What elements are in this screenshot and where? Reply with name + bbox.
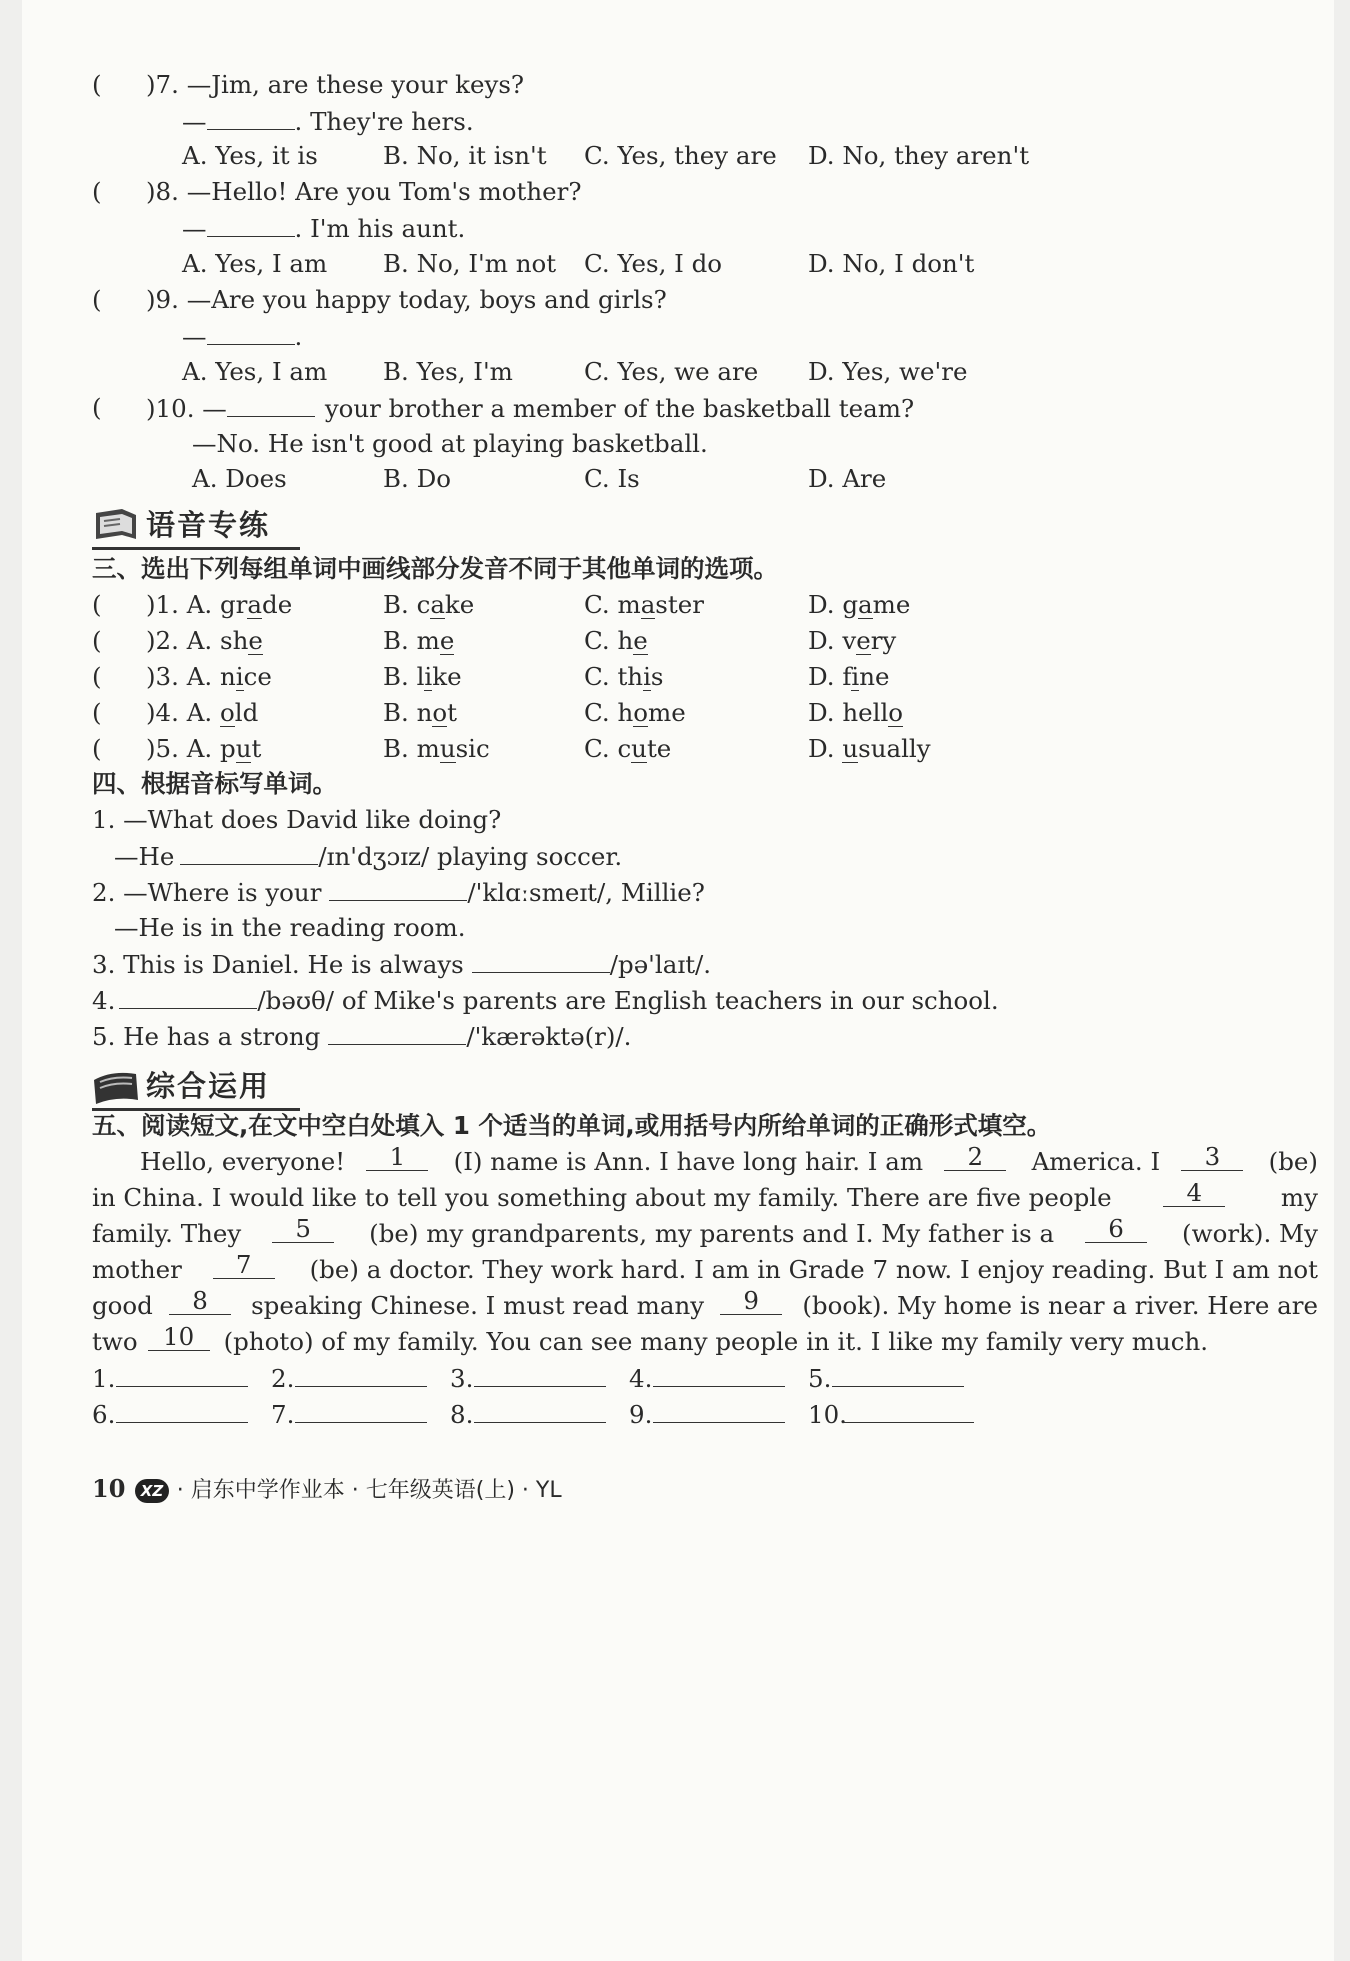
option-b: B. cake (383, 590, 475, 619)
question-10-stem: ( )10. — your brother a member of the basketball team? (22, 388, 1334, 428)
answer-number: 10. (808, 1400, 847, 1429)
cloze-blank[interactable]: 2 (944, 1142, 1006, 1171)
cloze-blank[interactable]: 3 (1181, 1142, 1243, 1171)
option-d: D. game (808, 590, 911, 619)
passage-text: family. They (92, 1219, 242, 1248)
cloze-blank[interactable]: 5 (272, 1214, 334, 1243)
passage-line (92, 1322, 1318, 1362)
book-title: · 启东中学作业本 · 七年级英语(上) · YL (176, 1478, 562, 1503)
cloze-blank[interactable]: 9 (720, 1286, 782, 1315)
question-8-stem (22, 172, 1334, 212)
option-b: B. Yes, I'm (383, 357, 513, 386)
answer-blank[interactable] (227, 388, 315, 417)
underlined-letters: a (640, 590, 656, 619)
passage-text: (I) name is Ann. I have long hair. I am (453, 1147, 924, 1176)
question-10-options (22, 459, 1334, 499)
answer-number: 1. (92, 1364, 116, 1393)
part-4-heading: 四、根据音标写单词。 (92, 769, 337, 798)
passage-text: (book). My home is near a river. Here are (802, 1291, 1318, 1320)
underlined-letters: o (432, 698, 448, 727)
option-d: D. Are (808, 464, 887, 493)
p4-q2-question: 2. —Where is your /'klɑːsmeɪt/, Millie? (22, 872, 1334, 912)
question-9-response: — . (22, 316, 1334, 356)
option-c: C. Yes, we are (584, 357, 759, 386)
answer-blank[interactable] (474, 1394, 606, 1423)
page-footer (22, 1469, 1334, 1509)
option-a: )1. A. grade (146, 590, 293, 619)
option-d: D. fine (808, 662, 890, 691)
answer-blank[interactable] (180, 836, 318, 865)
question-8-response: — . I'm his aunt. (22, 208, 1334, 248)
answer-paren: ( (92, 177, 102, 206)
book-icon (92, 505, 142, 545)
underlined-letters: a (430, 590, 445, 619)
option-a: )3. A. nice (146, 662, 272, 691)
answer-line-6 (92, 1394, 262, 1434)
passage-text: (be) (1268, 1147, 1318, 1176)
cloze-blank[interactable]: 7 (213, 1250, 275, 1279)
answer-number: 9. (629, 1400, 653, 1429)
answer-blank[interactable] (832, 1358, 964, 1387)
passage-line (92, 1214, 1318, 1254)
answer-line-3 (450, 1358, 620, 1398)
option-a: A. Yes, I am (182, 357, 328, 386)
page-number: 10 (92, 1474, 126, 1503)
underlined-letters: o (633, 698, 648, 727)
passage-line (92, 1250, 1318, 1290)
answer-number: 8. (450, 1400, 474, 1429)
underlined-letters: o (888, 698, 904, 727)
question-8-options (22, 244, 1334, 284)
answer-blank[interactable] (653, 1358, 785, 1387)
option-c: C. Yes, I do (584, 249, 723, 278)
passage-text: speaking Chinese. I must read many (251, 1291, 705, 1320)
section-header-phonics (92, 501, 332, 551)
option-a: A. Yes, it is (182, 141, 318, 170)
answer-blank[interactable] (119, 980, 257, 1009)
answer-blank[interactable] (116, 1394, 248, 1423)
section-title: 综合运用 (146, 1069, 271, 1103)
option-b: B. me (383, 626, 455, 655)
answer-blank[interactable] (472, 944, 610, 973)
answer-line-9 (629, 1394, 799, 1434)
cloze-blank[interactable]: 6 (1085, 1214, 1147, 1243)
answer-paren: ( (92, 734, 102, 763)
option-b: B. No, I'm not (383, 249, 557, 278)
option-c: C. he (584, 626, 648, 655)
answer-blank[interactable] (207, 101, 295, 130)
cloze-blank[interactable]: 4 (1163, 1178, 1225, 1207)
answer-paren: ( (92, 662, 102, 691)
underlined-letters: i (424, 662, 433, 691)
answer-number: 4. (629, 1364, 653, 1393)
question-7-response: — . They're hers. (22, 101, 1334, 141)
p4-q1-question: 1. —What does David like doing? (92, 805, 502, 834)
answer-blank[interactable] (842, 1394, 974, 1423)
answer-blank[interactable] (329, 872, 467, 901)
answer-blank[interactable] (328, 1016, 466, 1045)
answer-line-8 (450, 1394, 620, 1434)
passage-text: good (92, 1291, 153, 1320)
underlined-letters: o (220, 698, 235, 727)
underlined-letters: a (247, 590, 263, 619)
option-d: D. Yes, we're (808, 357, 968, 386)
answer-line-7 (271, 1394, 441, 1434)
option-b: B. like (383, 662, 462, 691)
option-a: )5. A. put (146, 734, 262, 763)
part-3-heading: 三、选出下列每组单词中画线部分发音不同于其他单词的选项。 (92, 554, 778, 583)
option-d: D. No, they aren't (808, 141, 1030, 170)
option-a: )2. A. she (146, 626, 263, 655)
notebook-icon (92, 1066, 142, 1106)
answer-line-4 (629, 1358, 799, 1398)
option-a: )4. A. old (146, 698, 259, 727)
underlined-letters: i (643, 662, 651, 691)
answer-blank[interactable] (474, 1358, 606, 1387)
underlined-letters: i (235, 662, 244, 691)
underlined-letters: e (439, 626, 455, 655)
passage-text: in China. I would like to tell you something about my family. There are five people (92, 1183, 1112, 1212)
underlined-letters: u (235, 734, 252, 763)
answer-blank[interactable] (116, 1358, 248, 1387)
option-c: C. Yes, they are (584, 141, 777, 170)
option-d: D. very (808, 626, 897, 655)
p4-q5: 5. He has a strong /'kærəktə(r)/. (22, 1016, 1334, 1056)
question-10-response: —No. He isn't good at playing basketball. (192, 429, 708, 458)
option-b: B. music (383, 734, 490, 763)
phonics-question-1 (22, 585, 1334, 625)
question-7-options (22, 136, 1334, 176)
underlined-letters: u (439, 734, 456, 763)
option-b: B. not (383, 698, 457, 727)
passage-text: (be) my grandparents, my parents and I. My father is a (369, 1219, 1055, 1248)
answer-line-2 (271, 1358, 441, 1398)
option-c: C. home (584, 698, 686, 727)
option-a: A. Yes, I am (182, 249, 328, 278)
question-text: )8. —Hello! Are you Tom's mother? (146, 177, 582, 206)
question-text: )7. —Jim, are these your keys? (146, 70, 525, 99)
phonics-question-4 (22, 693, 1334, 733)
answer-line-10 (808, 1394, 978, 1434)
passage-text: two (92, 1327, 138, 1356)
answer-number: 7. (271, 1400, 295, 1429)
underlined-letters: a (858, 590, 873, 619)
underlined-letters: u (631, 734, 647, 763)
workbook-page (22, 0, 1334, 1961)
passage-text: (be) a doctor. They work hard. I am in Grade 7 now. I enjoy reading. But I am not (309, 1255, 1318, 1284)
question-text: )9. —Are you happy today, boys and girls? (146, 285, 667, 314)
answer-line-1 (92, 1358, 262, 1398)
passage-text: America. I (1031, 1147, 1161, 1176)
option-a: A. Does (192, 464, 287, 493)
option-d: D. hello (808, 698, 904, 727)
answer-paren: ( (92, 70, 102, 99)
answer-paren: ( (92, 698, 102, 727)
answer-blank[interactable] (207, 208, 295, 237)
p4-q3: 3. This is Daniel. He is always /pə'laɪt/. (22, 944, 1334, 984)
underlined-letters: u (842, 734, 859, 763)
option-b: B. Do (383, 464, 451, 493)
cloze-blank[interactable]: 10 (148, 1322, 210, 1351)
underlined-letters: e (633, 626, 648, 655)
option-c: C. cute (584, 734, 672, 763)
answer-blank[interactable] (207, 316, 295, 345)
underlined-letters: e (856, 626, 871, 655)
section-title: 语音专练 (146, 508, 271, 542)
answer-number: 5. (808, 1364, 832, 1393)
cloze-blank[interactable]: 8 (169, 1286, 231, 1315)
answer-paren: ( (92, 590, 102, 619)
passage-line (92, 1286, 1318, 1326)
option-d: D. usually (808, 734, 931, 763)
phonics-question-2 (22, 621, 1334, 661)
section-header-integrated (92, 1062, 332, 1112)
option-c: C. this (584, 662, 664, 691)
p4-q4: 4. /bəʊθ/ of Mike's parents are English teachers in our school. (22, 980, 1334, 1020)
passage-text: Hello, everyone! (140, 1147, 346, 1176)
option-b: B. No, it isn't (383, 141, 547, 170)
option-d: D. No, I don't (808, 249, 975, 278)
passage-text: mother (92, 1255, 182, 1284)
cloze-blank[interactable]: 1 (366, 1142, 428, 1171)
p4-q1-answer: —He /ɪn'dʒɔɪz/ playing soccer. (22, 836, 1334, 876)
answer-blank[interactable] (295, 1358, 427, 1387)
part-5-heading: 五、阅读短文,在文中空白处填入 1 个适当的单词,或用括号内所给单词的正确形式填空。 (92, 1111, 1052, 1140)
answer-number: 6. (92, 1400, 116, 1429)
passage-line (92, 1178, 1318, 1218)
p4-q2-answer: —He is in the reading room. (114, 913, 466, 942)
answer-blank[interactable] (653, 1394, 785, 1423)
passage-text: (work). My (1182, 1219, 1318, 1248)
answer-number: 3. (450, 1364, 474, 1393)
answer-paren: ( (92, 393, 102, 422)
answer-paren: ( (92, 285, 102, 314)
question-9-options (22, 352, 1334, 392)
passage-text: (photo) of my family. You can see many people in it. I like my family very much. (223, 1327, 1209, 1356)
phonics-question-3 (22, 657, 1334, 697)
passage-line (140, 1142, 1318, 1182)
underlined-letters: i (851, 662, 860, 691)
question-7-stem (22, 65, 1334, 105)
answer-blank[interactable] (295, 1394, 427, 1423)
answer-number: 2. (271, 1364, 295, 1393)
publisher-logo: XZ (135, 1479, 169, 1503)
option-c: C. Is (584, 464, 640, 493)
question-9-stem (22, 280, 1334, 320)
phonics-question-5 (22, 729, 1334, 769)
option-c: C. master (584, 590, 704, 619)
passage-text: my (1280, 1183, 1318, 1212)
answer-line-5 (808, 1358, 978, 1398)
answer-paren: ( (92, 626, 102, 655)
underlined-letters: e (248, 626, 263, 655)
